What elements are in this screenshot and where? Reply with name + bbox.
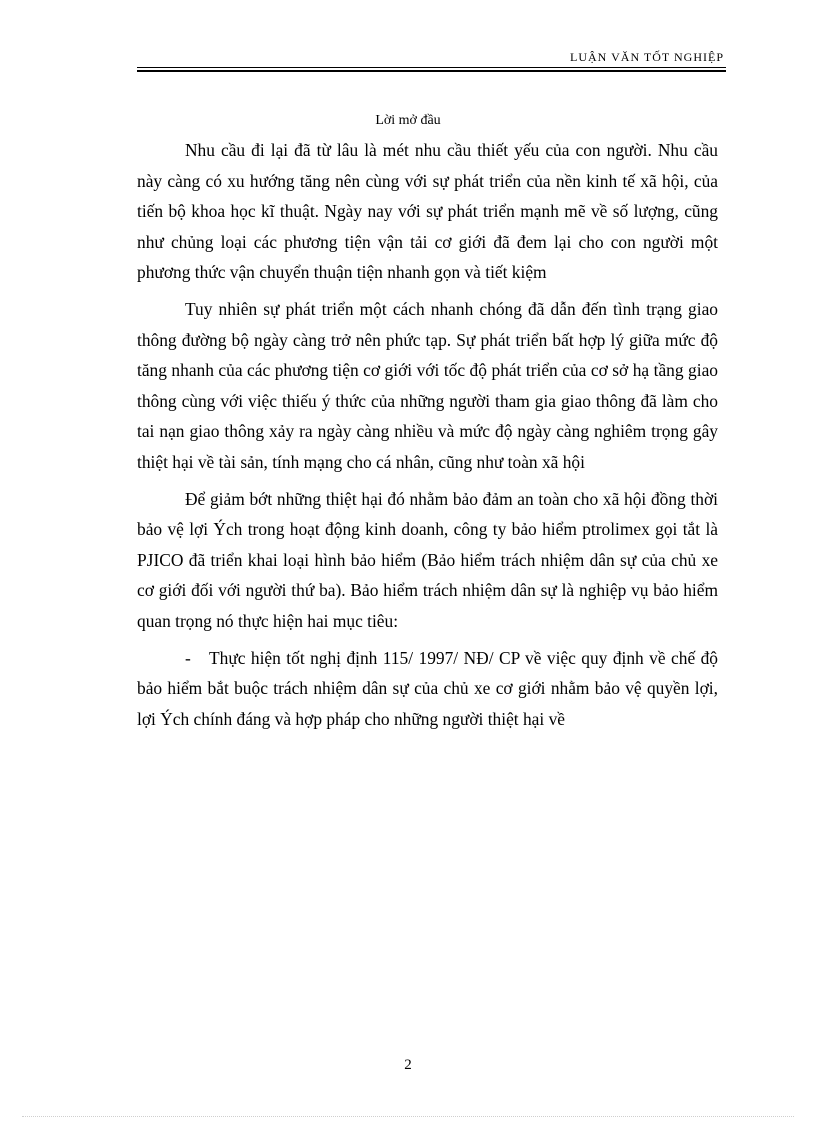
paragraph-intro-1: Nhu cầu đi lại đã từ lâu là mét nhu cầu thiết yếu của con người. Nhu cầu này càng có xu hướng tăng nên cùng với sự phát triển của nền kinh tế xã hội, của tiến bộ khoa học kĩ thuật. Ngày nay với sự phát triển mạnh mẽ về số lượng, cũng như chủng loại các phương tiện vận tải cơ giới đã đem lại cho con người một phương thức vận chuyển thuận tiện nhanh gọn và tiết kiệm [137,140,718,283]
paragraph-intro-3: Để giảm bớt những thiệt hại đó nhằm bảo đảm an toàn cho xã hội đồng thời bảo vệ lợi Ých trong hoạt động kinh doanh, công ty bảo hiểm ptrolimex gọi tắt là PJICO đã triển khai loại hình bảo hiểm (Bảo hiểm trách nhiệm dân sự của chủ xe cơ giới đối với người thứ ba). Bảo hiểm trách nhiệm dân sự là nghiệp vụ bảo hiểm quan trọng nó thực hiện hai mục tiêu: [137,488,718,631]
body-text [137,135,718,734]
running-header-title: LUẬN VĂN TỐT NGHIỆP [570,50,724,64]
bullet-item [137,643,718,735]
header-rule-thick [137,70,726,72]
paragraph-intro-2: Tuy nhiên sự phát triển một cách nhanh chóng đã dẫn đến tình trạng giao thông đường bộ ngày càng trở nên phức tạp. Sự phát triển bất hợp lý giữa mức độ tăng nhanh của các phương tiện cơ giới với tốc độ phát triển của cơ sở hạ tầng giao thông cùng với việc thiếu ý thức của những người tham gia giao thông đã làm cho tai nạn giao thông xảy ra ngày càng nhiều và mức độ ngày càng nghiêm trọng gây thiệt hại về tài sản, tính mạng cho cá nhân, cũng như toàn xã hội [137,298,718,472]
bullet-marker: - [185,647,191,668]
header-rule-thin [137,67,726,68]
bullet-text: Thực hiện tốt nghị định 115/ 1997/ NĐ/ CP về việc quy định về chế độ bảo hiểm bắt buộc trách nhiệm dân sự của chủ xe cơ giới nhằm bảo vệ quyền lợi, lợi Ých chính đáng và hợp pháp cho những người thiệt hại về [137,647,718,729]
section-title: Lời mở đầu [375,113,441,128]
page-bottom-border [22,1116,794,1117]
page-number: 2 [404,1057,412,1073]
